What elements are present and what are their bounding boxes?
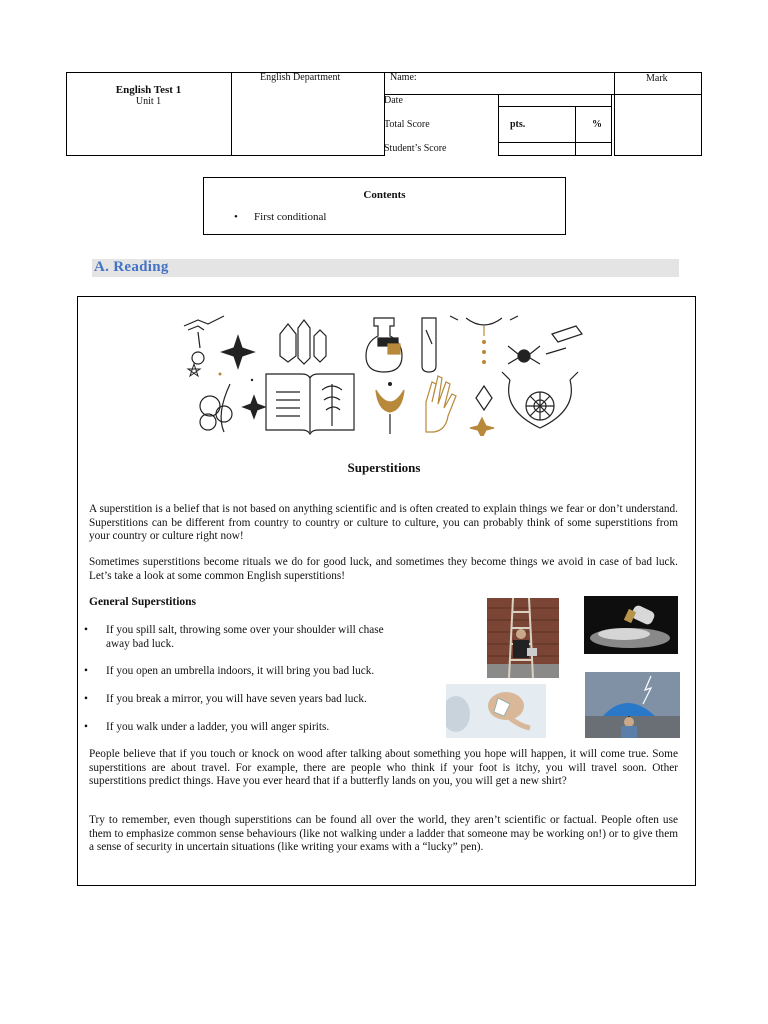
crescent-moon-icon (376, 382, 404, 434)
witch-hand-icon (184, 316, 224, 364)
bullet-mirror: • If you break a mirror, you will have seven years bad luck. (106, 692, 367, 706)
salt-photo (584, 596, 678, 654)
bullet-salt-line1: If you spill salt, throwing some over your shoulder will chase (106, 624, 384, 636)
paragraph-intro: A superstition is a belief that is not based on anything scientific and is often created to explain things we fear or don’t understand. Superstitions can be different from country to country or culture to culture, you can probably think of some superstitions from your country or culture right now! (89, 503, 678, 542)
student-score-label: Student’s Score (384, 143, 447, 154)
ladder-photo (487, 598, 559, 678)
name-label: Name: (390, 72, 417, 83)
pentagram-icon (188, 364, 200, 376)
header-table (66, 72, 702, 156)
paragraph-rituals: Sometimes superstitions become rituals we do for good luck, and sometimes they become things we avoid in case of bad luck. Let’s take a look at some common English superstitions! (89, 556, 678, 582)
contents-box (203, 177, 566, 235)
bullet-ladder: • If you walk under a ladder, you will anger spirits. (106, 720, 329, 734)
pts-label: pts. (510, 119, 526, 130)
section-heading-bar (92, 259, 679, 277)
paragraph-wood-travel: People believe that if you touch or knock on wood after talking about something you hope will happen, it will come true. Some superstitions are about travel. For example, there are people who think if your foot is itchy, you will travel soon. Other superstitions predict things. Have you ever heard that if a butterfly lands on you, you will get a new shirt? (89, 748, 678, 787)
spiderweb-icon (502, 372, 578, 428)
crystals-icon (280, 320, 326, 364)
star-icon (222, 336, 254, 368)
paragraph-remember: Try to remember, even though superstitions can be found all over the world, they aren’t scientific or factual. People often use them to emphasize common sense behaviours (like not walking under a ladder that someone may be working on!) or to give them a sense of security in uncertain situations (like writing your exams with a “lucky” pen). (89, 814, 678, 853)
broken-mirror-photo (446, 684, 546, 738)
percent-label: % (592, 119, 602, 130)
contents-title: Contents (363, 189, 406, 201)
potion-bottle-icon (366, 318, 436, 372)
unit-label: Unit 1 (135, 96, 162, 107)
bullet-salt-line2: away bad luck. (106, 638, 175, 650)
superstition-illustration (180, 314, 588, 436)
general-superstitions-heading: General Superstitions (89, 596, 197, 608)
flower-icon (200, 384, 232, 432)
total-score-label: Total Score (384, 119, 430, 130)
hand-icon (426, 376, 456, 432)
department-label: English Department (260, 72, 341, 83)
umbrella-photo (585, 672, 680, 738)
section-title: A. Reading (94, 259, 169, 275)
contents-item: • First conditional (254, 211, 326, 223)
sun-eye-icon (450, 316, 518, 364)
article-title: Superstitions (347, 460, 421, 475)
open-book-icon (266, 374, 354, 434)
bullet-salt (106, 623, 384, 651)
spider-icon (508, 346, 540, 364)
mark-label: Mark (646, 73, 668, 84)
date-label: Date (384, 95, 403, 106)
test-title: English Test 1 (115, 84, 182, 96)
bullet-umbrella: • If you open an umbrella indoors, it will bring you bad luck. (106, 664, 374, 678)
